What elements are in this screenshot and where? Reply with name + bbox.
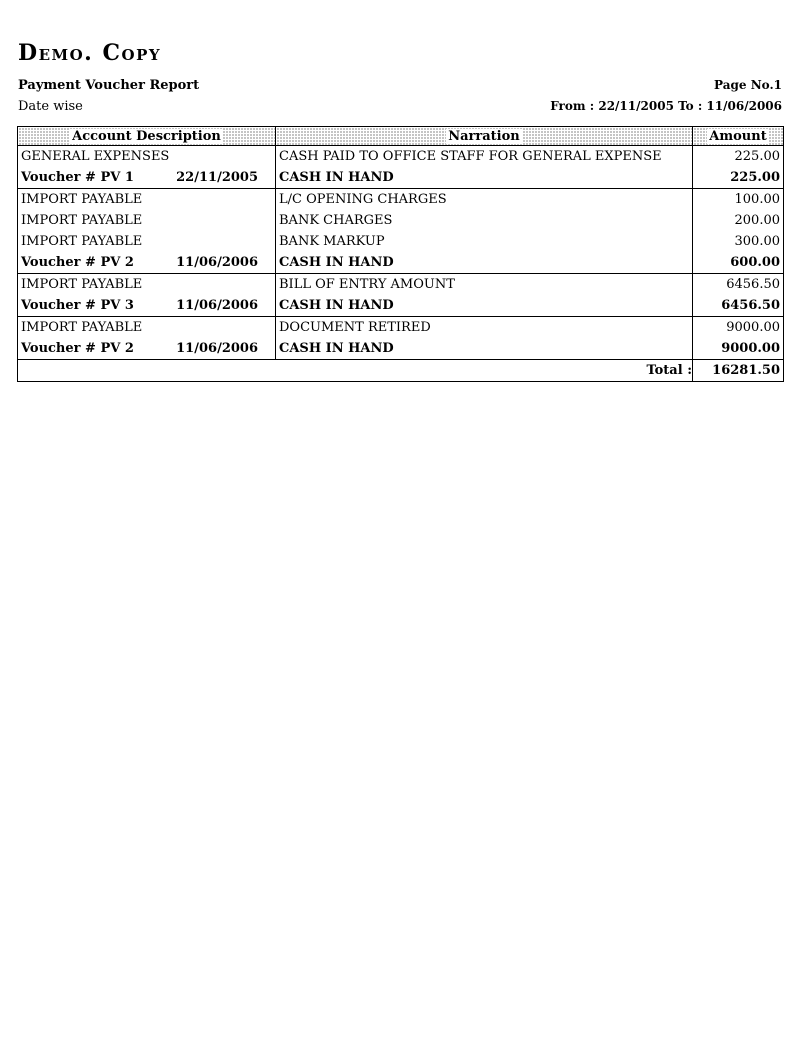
column-header-narration: Narration (276, 127, 693, 146)
account-cell: IMPORT PAYABLE (18, 231, 276, 252)
entry-row (18, 231, 784, 252)
entry-row (18, 274, 784, 296)
amount-cell: 300.00 (693, 231, 784, 252)
total-value: 16281.50 (693, 360, 784, 382)
entry-row (18, 210, 784, 231)
report-title: Payment Voucher Report (18, 78, 200, 93)
account-cell: GENERAL EXPENSES (18, 146, 276, 168)
entry-row (18, 189, 784, 211)
narration-cell: BANK MARKUP (276, 231, 693, 252)
voucher-narration: CASH IN HAND (276, 295, 693, 317)
amount-cell: 200.00 (693, 210, 784, 231)
narration-cell: BANK CHARGES (276, 210, 693, 231)
amount-cell: 100.00 (693, 189, 784, 211)
amount-cell: 6456.50 (693, 274, 784, 296)
table-header-row (18, 127, 784, 146)
total-label: Total : (18, 360, 693, 382)
voucher-row (18, 295, 784, 317)
account-cell: IMPORT PAYABLE (18, 317, 276, 339)
voucher-cell (18, 338, 276, 360)
voucher-cell (18, 295, 276, 317)
entry-row (18, 317, 784, 339)
voucher-narration: CASH IN HAND (276, 338, 693, 360)
page-number: Page No.1 (714, 78, 782, 92)
voucher-date: 11/06/2006 (176, 298, 258, 313)
total-row (18, 360, 784, 382)
payment-voucher-table (17, 126, 784, 382)
narration-cell: DOCUMENT RETIRED (276, 317, 693, 339)
demo-copy-watermark: Demo. Copy (18, 40, 162, 66)
voucher-date: 11/06/2006 (176, 341, 258, 356)
voucher-number: Voucher # PV 2 (21, 255, 134, 270)
voucher-amount: 6456.50 (693, 295, 784, 317)
voucher-row (18, 338, 784, 360)
date-range: From : 22/11/2005 To : 11/06/2006 (550, 99, 782, 113)
column-header-account: Account Description (18, 127, 276, 146)
report-subtitle: Date wise (18, 99, 83, 114)
voucher-number: Voucher # PV 1 (21, 170, 134, 185)
entry-row (18, 146, 784, 168)
voucher-amount: 225.00 (693, 167, 784, 189)
voucher-amount: 9000.00 (693, 338, 784, 360)
voucher-row (18, 167, 784, 189)
voucher-row (18, 252, 784, 274)
voucher-date: 11/06/2006 (176, 255, 258, 270)
narration-cell: CASH PAID TO OFFICE STAFF FOR GENERAL EXPENSE (276, 146, 693, 168)
voucher-narration: CASH IN HAND (276, 167, 693, 189)
narration-cell: L/C OPENING CHARGES (276, 189, 693, 211)
voucher-cell (18, 167, 276, 189)
amount-cell: 225.00 (693, 146, 784, 168)
narration-cell: BILL OF ENTRY AMOUNT (276, 274, 693, 296)
voucher-date: 22/11/2005 (176, 170, 258, 185)
amount-cell: 9000.00 (693, 317, 784, 339)
account-cell: IMPORT PAYABLE (18, 189, 276, 211)
column-header-amount: Amount (693, 127, 784, 146)
voucher-narration: CASH IN HAND (276, 252, 693, 274)
account-cell: IMPORT PAYABLE (18, 210, 276, 231)
voucher-amount: 600.00 (693, 252, 784, 274)
voucher-number: Voucher # PV 3 (21, 298, 134, 313)
voucher-number: Voucher # PV 2 (21, 341, 134, 356)
voucher-cell (18, 252, 276, 274)
account-cell: IMPORT PAYABLE (18, 274, 276, 296)
